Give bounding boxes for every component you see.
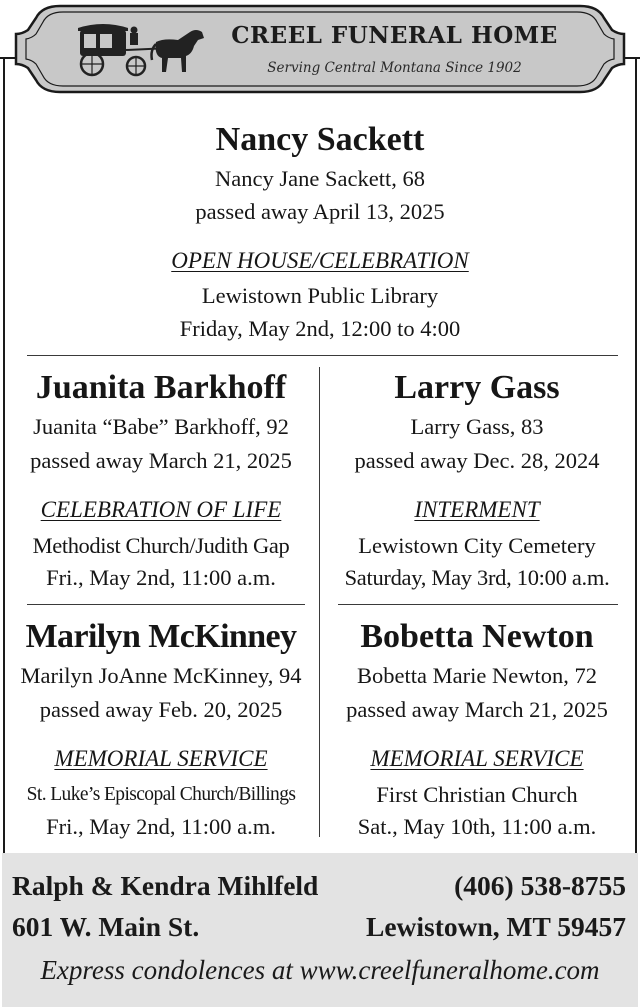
full-name-age: Bobetta Marie Newton, 72 <box>357 663 597 688</box>
header-banner <box>0 0 640 100</box>
event-type: INTERMENT <box>414 497 540 522</box>
deceased-name: Juanita Barkhoff <box>35 369 287 406</box>
event-datetime: Fri., May 2nd, 11:00 a.m. <box>46 565 276 590</box>
event-datetime: Friday, May 2nd, 12:00 to 4:00 <box>179 316 461 341</box>
passed-date: passed away Feb. 20, 2025 <box>39 697 283 722</box>
event-datetime: Fri., May 2nd, 11:00 a.m. <box>46 814 276 839</box>
event-location: First Christian Church <box>376 782 578 807</box>
funeral-home-name: CREEL FUNERAL HOME <box>231 22 558 49</box>
street-address: 601 W. Main St. <box>12 911 200 942</box>
phone-number[interactable]: (406) 538-8755 <box>454 870 626 901</box>
event-location: Lewistown City Cemetery <box>358 533 596 558</box>
passed-date: passed away March 21, 2025 <box>30 448 292 473</box>
event-location: St. Luke’s Episcopal Church/Billings <box>26 784 296 805</box>
section-divider <box>338 604 618 605</box>
owners-name: Ralph & Kendra Mihlfeld <box>12 870 319 901</box>
horse-drawn-hearse-icon <box>74 20 214 80</box>
event-type: OPEN HOUSE/CELEBRATION <box>171 248 469 273</box>
event-type: CELEBRATION OF LIFE <box>40 497 282 522</box>
deceased-name: Nancy Sackett <box>215 121 425 158</box>
passed-date: passed away Dec. 28, 2024 <box>354 448 600 473</box>
full-name-age: Marilyn JoAnne McKinney, 94 <box>20 663 302 688</box>
city-state-zip: Lewistown, MT 59457 <box>366 911 626 942</box>
website-line[interactable]: Express condolences at www.creelfuneralhome.com <box>40 955 600 985</box>
event-location: Lewistown Public Library <box>201 283 439 308</box>
event-location: Methodist Church/Judith Gap <box>32 533 290 558</box>
section-divider <box>27 355 618 356</box>
deceased-name: Marilyn McKinney <box>25 618 297 655</box>
deceased-name: Larry Gass <box>394 369 560 406</box>
deceased-name: Bobetta Newton <box>360 618 594 655</box>
full-name-age: Nancy Jane Sackett, 68 <box>215 166 425 191</box>
full-name-age: Larry Gass, 83 <box>410 414 544 439</box>
contact-footer <box>2 853 638 1007</box>
passed-date: passed away April 13, 2025 <box>195 199 445 224</box>
full-name-age: Juanita “Babe” Barkhoff, 92 <box>33 414 289 439</box>
funeral-home-tagline: Serving Central Montana Since 1902 <box>267 60 522 76</box>
event-type: MEMORIAL SERVICE <box>54 746 268 771</box>
event-datetime: Saturday, May 3rd, 10:00 a.m. <box>344 565 610 590</box>
passed-date: passed away March 21, 2025 <box>346 697 608 722</box>
event-type: MEMORIAL SERVICE <box>370 746 584 771</box>
column-divider <box>319 367 320 837</box>
section-divider <box>27 604 305 605</box>
event-datetime: Sat., May 10th, 11:00 a.m. <box>357 814 597 839</box>
